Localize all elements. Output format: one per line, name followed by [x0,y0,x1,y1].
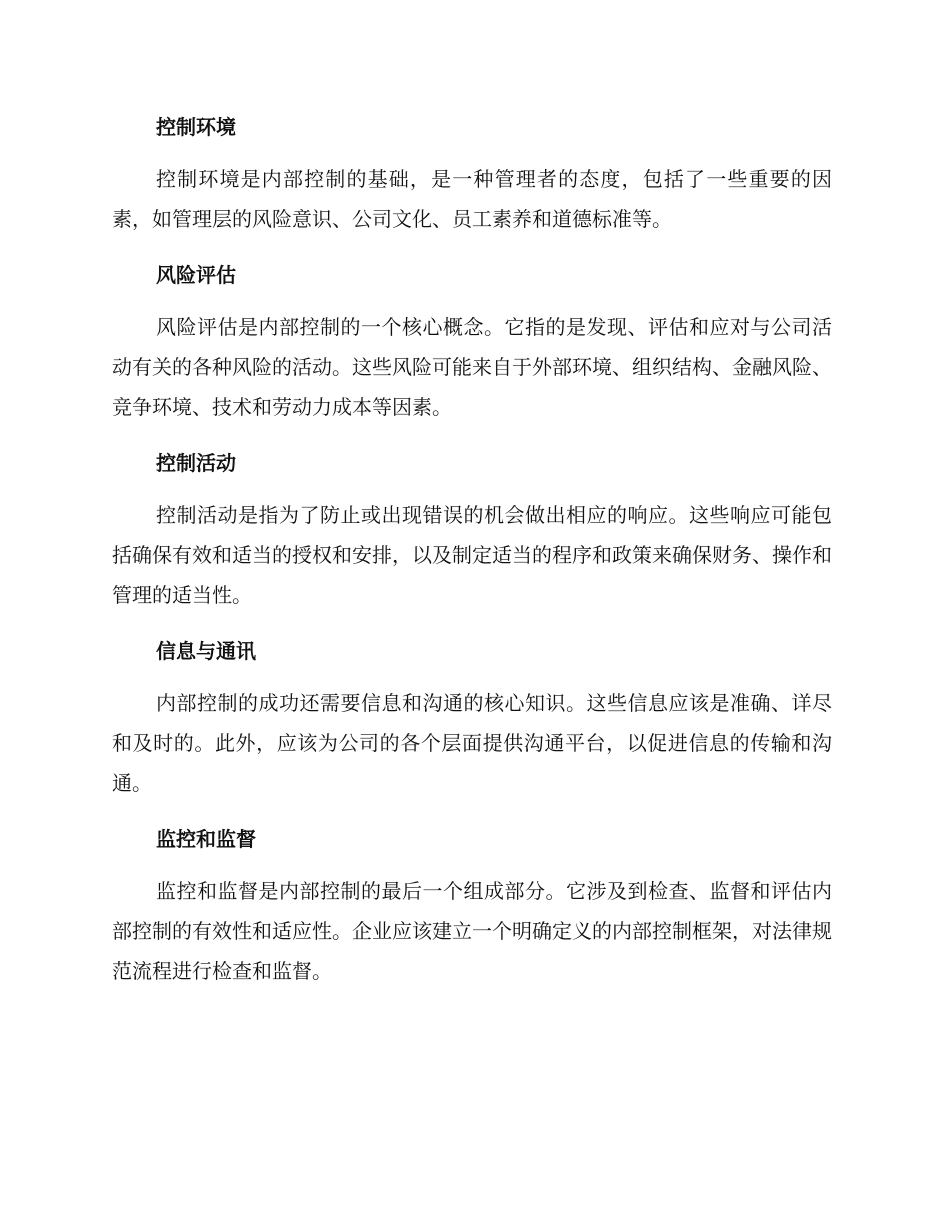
section-paragraph: 风险评估是内部控制的一个核心概念。它指的是发现、评估和应对与公司活动有关的各种风险的活动。这些风险可能来自于外部环境、组织结构、金融风险、竞争环境、技术和劳动力成本等因素。 [112,315,832,419]
section-paragraph: 监控和监督是内部控制的最后一个组成部分。它涉及到检查、监督和评估内部控制的有效性和适应性。企业应该建立一个明确定义的内部控制框架，对法律规范流程进行检查和监督。 [112,879,832,983]
section-control-environment [112,110,832,239]
section-risk-assessment [112,258,832,427]
document-content [112,110,832,1010]
section-heading: 控制活动 [156,451,236,475]
section-heading: 信息与通讯 [156,639,256,663]
section-paragraph: 控制活动是指为了防止或出现错误的机会做出相应的响应。这些响应可能包括确保有效和适当的授权和安排，以及制定适当的程序和政策来确保财务、操作和管理的适当性。 [112,503,832,607]
section-paragraph: 控制环境是内部控制的基础，是一种管理者的态度，包括了一些重要的因素，如管理层的风险意识、公司文化、员工素养和道德标准等。 [112,167,832,231]
section-heading: 控制环境 [156,115,236,139]
section-paragraph: 内部控制的成功还需要信息和沟通的核心知识。这些信息应该是准确、详尽和及时的。此外，应该为公司的各个层面提供沟通平台，以促进信息的传输和沟通。 [112,691,832,795]
section-heading: 风险评估 [156,263,236,287]
section-information-communication [112,634,832,803]
section-control-activities [112,446,832,615]
section-monitoring-supervision [112,822,832,991]
section-heading: 监控和监督 [156,827,256,851]
